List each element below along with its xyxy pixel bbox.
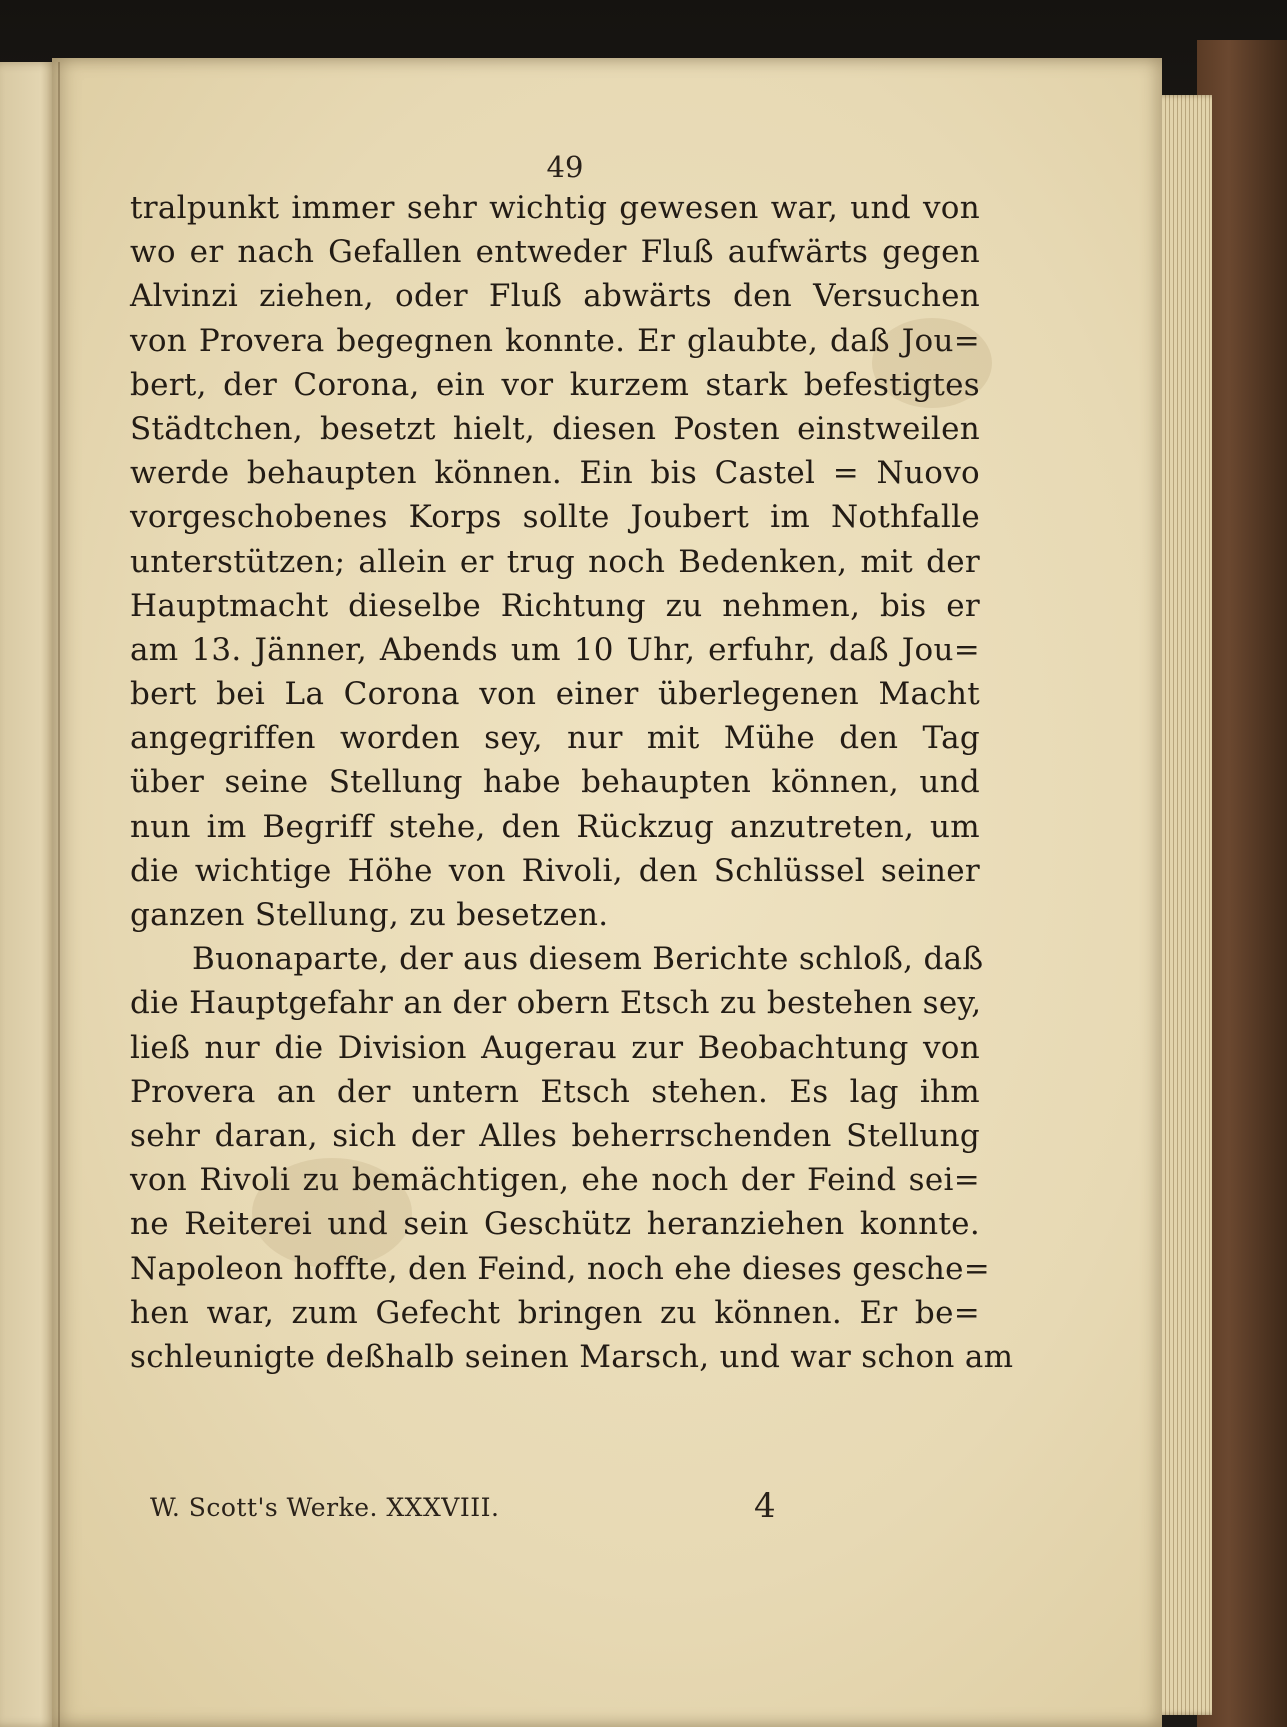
text-line: ganzen Stellung, zu besetzen. <box>130 897 609 933</box>
text-line: Provera an der untern Etsch stehen. Es lag ihm <box>130 1073 980 1110</box>
text-line: tralpunkt immer sehr wichtig gewesen war, und von <box>130 190 980 226</box>
text-line: bert, der Corona, ein vor kurzem stark befestigtes <box>130 366 980 403</box>
text-line: die wichtige Höhe von Rivoli, den Schlüssel seiner <box>130 852 980 889</box>
text-line: ne Reiterei und sein Geschütz heranziehen konnte. <box>130 1206 980 1243</box>
page-gutter <box>58 62 60 1727</box>
text-line: hen war, zum Gefecht bringen zu können. Er be= <box>130 1294 980 1331</box>
text-line: nun im Begriff stehe, den Rückzug anzutreten, um <box>130 808 980 845</box>
page-number: 49 <box>546 150 584 184</box>
text-line: von Rivoli zu bemächtigen, ehe noch der Feind sei= <box>130 1162 980 1199</box>
text-line: Napoleon hoffte, den Feind, noch ehe dieses gesche= <box>130 1250 991 1287</box>
text-line: Hauptmacht dieselbe Richtung zu nehmen, bis er <box>130 587 980 624</box>
text-line: werde behaupten können. Ein bis Castel = Nuovo <box>130 455 980 492</box>
text-line: vorgeschobenes Korps sollte Joubert im Nothfalle <box>130 499 980 536</box>
text-line: Alvinzi ziehen, oder Fluß abwärts den Versuchen <box>130 278 980 315</box>
text-line: die Hauptgefahr an der obern Etsch zu bestehen sey, <box>130 985 982 1022</box>
body-text <box>130 186 1014 1379</box>
text-line: unterstützen; allein er trug noch Bedenken, mit der <box>130 543 980 580</box>
signature-number: 4 <box>754 1486 776 1526</box>
text-line: bert bei La Corona von einer überlegenen Macht <box>130 676 980 713</box>
text-line: von Provera begegnen konnte. Er glaubte, daß Jou= <box>130 322 980 359</box>
text-line: angegriffen worden sey, nur mit Mühe den Tag <box>130 720 980 757</box>
text-line: wo er nach Gefallen entweder Fluß aufwärts gegen <box>130 234 980 271</box>
text-line: schleunigte deßhalb seinen Marsch, und war schon am <box>130 1338 1014 1375</box>
text-line: Städtchen, besetzt hielt, diesen Posten einstweilen <box>130 410 980 447</box>
text-line: sehr daran, sich der Alles beherrschenden Stellung <box>130 1117 980 1154</box>
facing-page <box>0 62 58 1727</box>
text-line: über seine Stellung habe behaupten können, und <box>130 764 980 801</box>
text-line: am 13. Jänner, Abends um 10 Uhr, erfuhr, daß Jou= <box>130 631 980 668</box>
printer-signature: W. Scott's Werke. XXXVIII. <box>150 1493 500 1522</box>
text-line: Buonaparte, der aus diesem Berichte schloß, daß <box>192 941 984 978</box>
text-line: ließ nur die Division Augerau zur Beobachtung von <box>130 1029 980 1066</box>
